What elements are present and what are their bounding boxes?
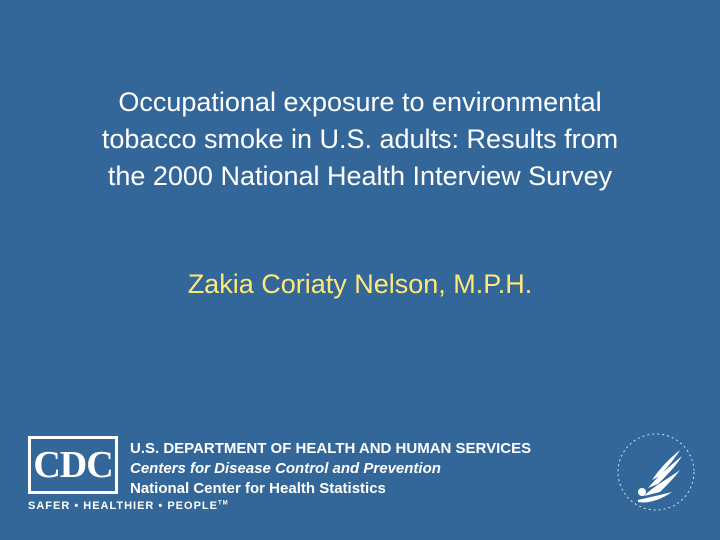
tagline-text: SAFER • HEALTHIER • PEOPLE [28,500,218,512]
cdc-tagline [28,500,229,512]
hhs-eagle-seal-icon [614,430,698,514]
nchs-name: National Center for Health Statistics [130,480,386,497]
department-name: U.S. DEPARTMENT OF HEALTH AND HUMAN SERVICES [130,440,532,457]
slide-title [40,84,680,195]
cdc-logo [28,436,118,494]
cdc-logo-text: CDC [33,444,113,486]
title-line-2: tobacco smoke in U.S. adults: Results from [101,124,619,154]
tagline-trademark: TM [217,500,229,507]
centers-name: Centers for Disease Control and Prevention [130,460,441,477]
title-line-3: the 2000 National Health Interview Survey [107,161,613,191]
title-line-1: Occupational exposure to environmental [118,87,602,117]
author-name: Zakia Coriaty Nelson, M.P.H. [187,269,533,299]
